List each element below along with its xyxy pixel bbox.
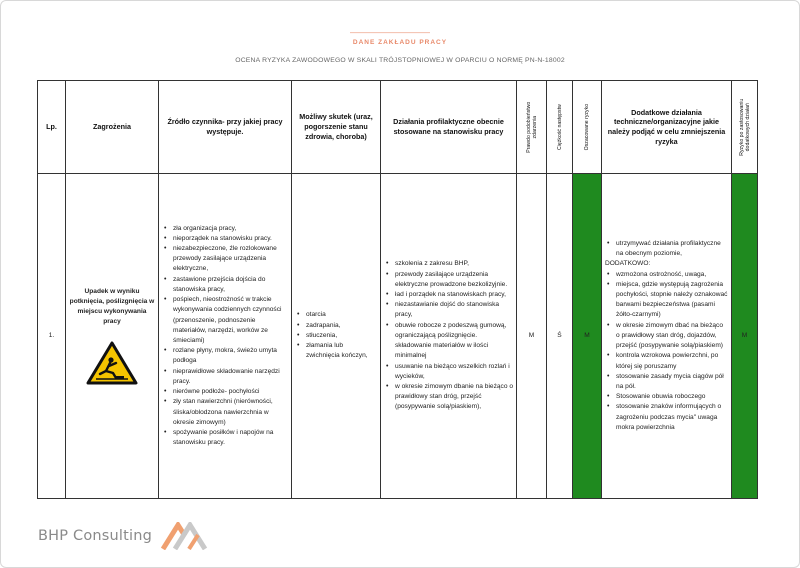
effect-item: • stłuczenia, <box>295 331 377 341</box>
company-title: DANE ZAKŁADU PRACY <box>352 39 448 46</box>
hazard-text: Upadek w wyniku potknięcia, poślizgnięcia w miejscu wykonywania pracy <box>69 287 155 326</box>
current-action-item: • szkolenia z zakresu BHP, <box>384 259 513 269</box>
row-additional-actions <box>602 174 732 499</box>
source-item: • zastawione przejścia dojścia do stanowiska pracy, <box>162 275 288 295</box>
current-action-item: • niezastawianie dojść do stanowiska pracy, <box>384 300 513 320</box>
current-action-item: • ład i porządek na stanowiskach pracy, <box>384 290 513 300</box>
additional-action-item: • stosowanie znaków informujących o zagrożeniu podczas mycia" uwaga mokra powierzchnia <box>605 402 728 433</box>
source-item: • spożywanie posiłków i napojów na stanowisku pracy. <box>162 428 288 448</box>
header-estimated-risk: Oszacowane ryzyko <box>573 81 602 174</box>
source-item: • nieprawidłowe składowanie narzędzi pracy. <box>162 367 288 387</box>
additional-action-item: • Stosowanie obuwia roboczego <box>605 392 728 402</box>
source-item: • pośpiech, nieostrożność w trakcie wykonywania codziennych czynności (przenoszenie, podnoszenie materiałów, narzędzi, worków ze śmieciami) <box>162 295 288 346</box>
row-residual-risk: M <box>732 174 758 499</box>
row-estimated-risk: M <box>573 174 602 499</box>
additional-action-item: • wzmożona ostrożność, uwaga, <box>605 270 728 280</box>
current-action-item: • w okresie zimowym dbanie na bieżąco o prawidłowy stan dróg, przejść (posypywanie solą/piaskiem), <box>384 382 513 413</box>
header-source: Źródło czynnika- przy jakiej pracy występuje. <box>159 81 292 174</box>
table-row <box>38 174 758 499</box>
row-lp: 1. <box>38 174 66 499</box>
header-dashes: —————————— <box>350 28 430 37</box>
additional-action-item: • kontrola wzrokowa powierzchni, po której się poruszamy <box>605 351 728 371</box>
row-effects <box>292 174 381 499</box>
row-severity: Ś <box>547 174 573 499</box>
source-item: • nierówne podłoże- pochyłości <box>162 387 288 397</box>
slip-trip-warning-icon <box>86 341 138 385</box>
row-current-actions <box>381 174 517 499</box>
effect-item: • otarcia <box>295 310 377 320</box>
additional-action-item: • w okresie zimowym dbać na bieżąco o prawidłowy stan dróg, dojazdów, przejść (posypywanie solą/piaskiem) <box>605 321 728 352</box>
risk-assessment-table <box>37 80 758 499</box>
additional-action-item: • utrzymywać działania profilaktyczne na obecnym poziomie, <box>605 239 728 259</box>
table-header-row <box>38 81 758 174</box>
current-action-item: • usuwanie na bieżąco wszelkich rozlań i wycieków, <box>384 362 513 382</box>
source-item: • nieporządek na stanowisku pracy. <box>162 234 288 244</box>
logo-text: BHP Consulting <box>38 528 153 544</box>
source-item: • rozlane płyny, mokra, świeżo umyta podłoga <box>162 346 288 366</box>
source-item: • niezabezpieczone, źle rozlokowane przewody zasilające urządzenia elektryczne, <box>162 244 288 275</box>
row-sources <box>159 174 292 499</box>
header-residual-risk: Ryzyko po zastosowaniu dodatkowych działań <box>732 81 758 174</box>
header-current-actions: Działania profilaktyczne obecnie stosowane na stanowisku pracy <box>381 81 517 174</box>
bhp-consulting-logo <box>38 522 238 552</box>
additional-action-item: • stosowanie zasady mycia ciągów pół na pół. <box>605 372 728 392</box>
bhp-logo-mark-icon <box>161 522 213 550</box>
row-probability: M <box>517 174 547 499</box>
additional-label: DODATKOWO: <box>605 260 651 268</box>
source-item: • zła organizacja pracy, <box>162 224 288 234</box>
header-hazard: Zagrożenia <box>66 81 159 174</box>
header-severity: Ciężkość następstw <box>547 81 573 174</box>
effect-item: • zadrapania, <box>295 321 377 331</box>
current-action-item: • przewody zasilające urządzenia elektryczne prowadzone bezkolizyjnie. <box>384 270 513 290</box>
document-subtitle: OCENA RYZYKA ZAWODOWEGO W SKALI TRÓJSTOPNIOWEJ W OPARCIU O NORMĘ PN-N-18002 <box>235 57 565 64</box>
source-item: • zły stan nawierzchni (nierówności, śliska/oblodzona nawierzchnia w okresie zimowym) <box>162 397 288 428</box>
additional-action-item: • miejsca, gdzie występują zagrożenia pochyłości, stopnie należy oznakować barwami bezpieczeństwa (pasami żółto-czarnymi) <box>605 280 728 321</box>
header-probability: Prawdo podobieństwo zdarzenia <box>517 81 547 174</box>
header-effect: Możliwy skutek (uraz, pogorszenie stanu zdrowia, choroba) <box>292 81 381 174</box>
row-hazard <box>66 174 159 499</box>
current-action-item: • obuwie robocze z podeszwą gumową, ograniczającą poślizgnięcie. składowanie materiałów w ilości minimalnej <box>384 321 513 362</box>
header-lp: Lp. <box>38 81 66 174</box>
header-additional-actions: Dodatkowe działania techniczne/organizacyjne jakie należy podjąć w celu zmniejszenia ryzyka <box>602 81 732 174</box>
effect-item: • złamania lub zwichnięcia kończyn, <box>295 341 377 361</box>
